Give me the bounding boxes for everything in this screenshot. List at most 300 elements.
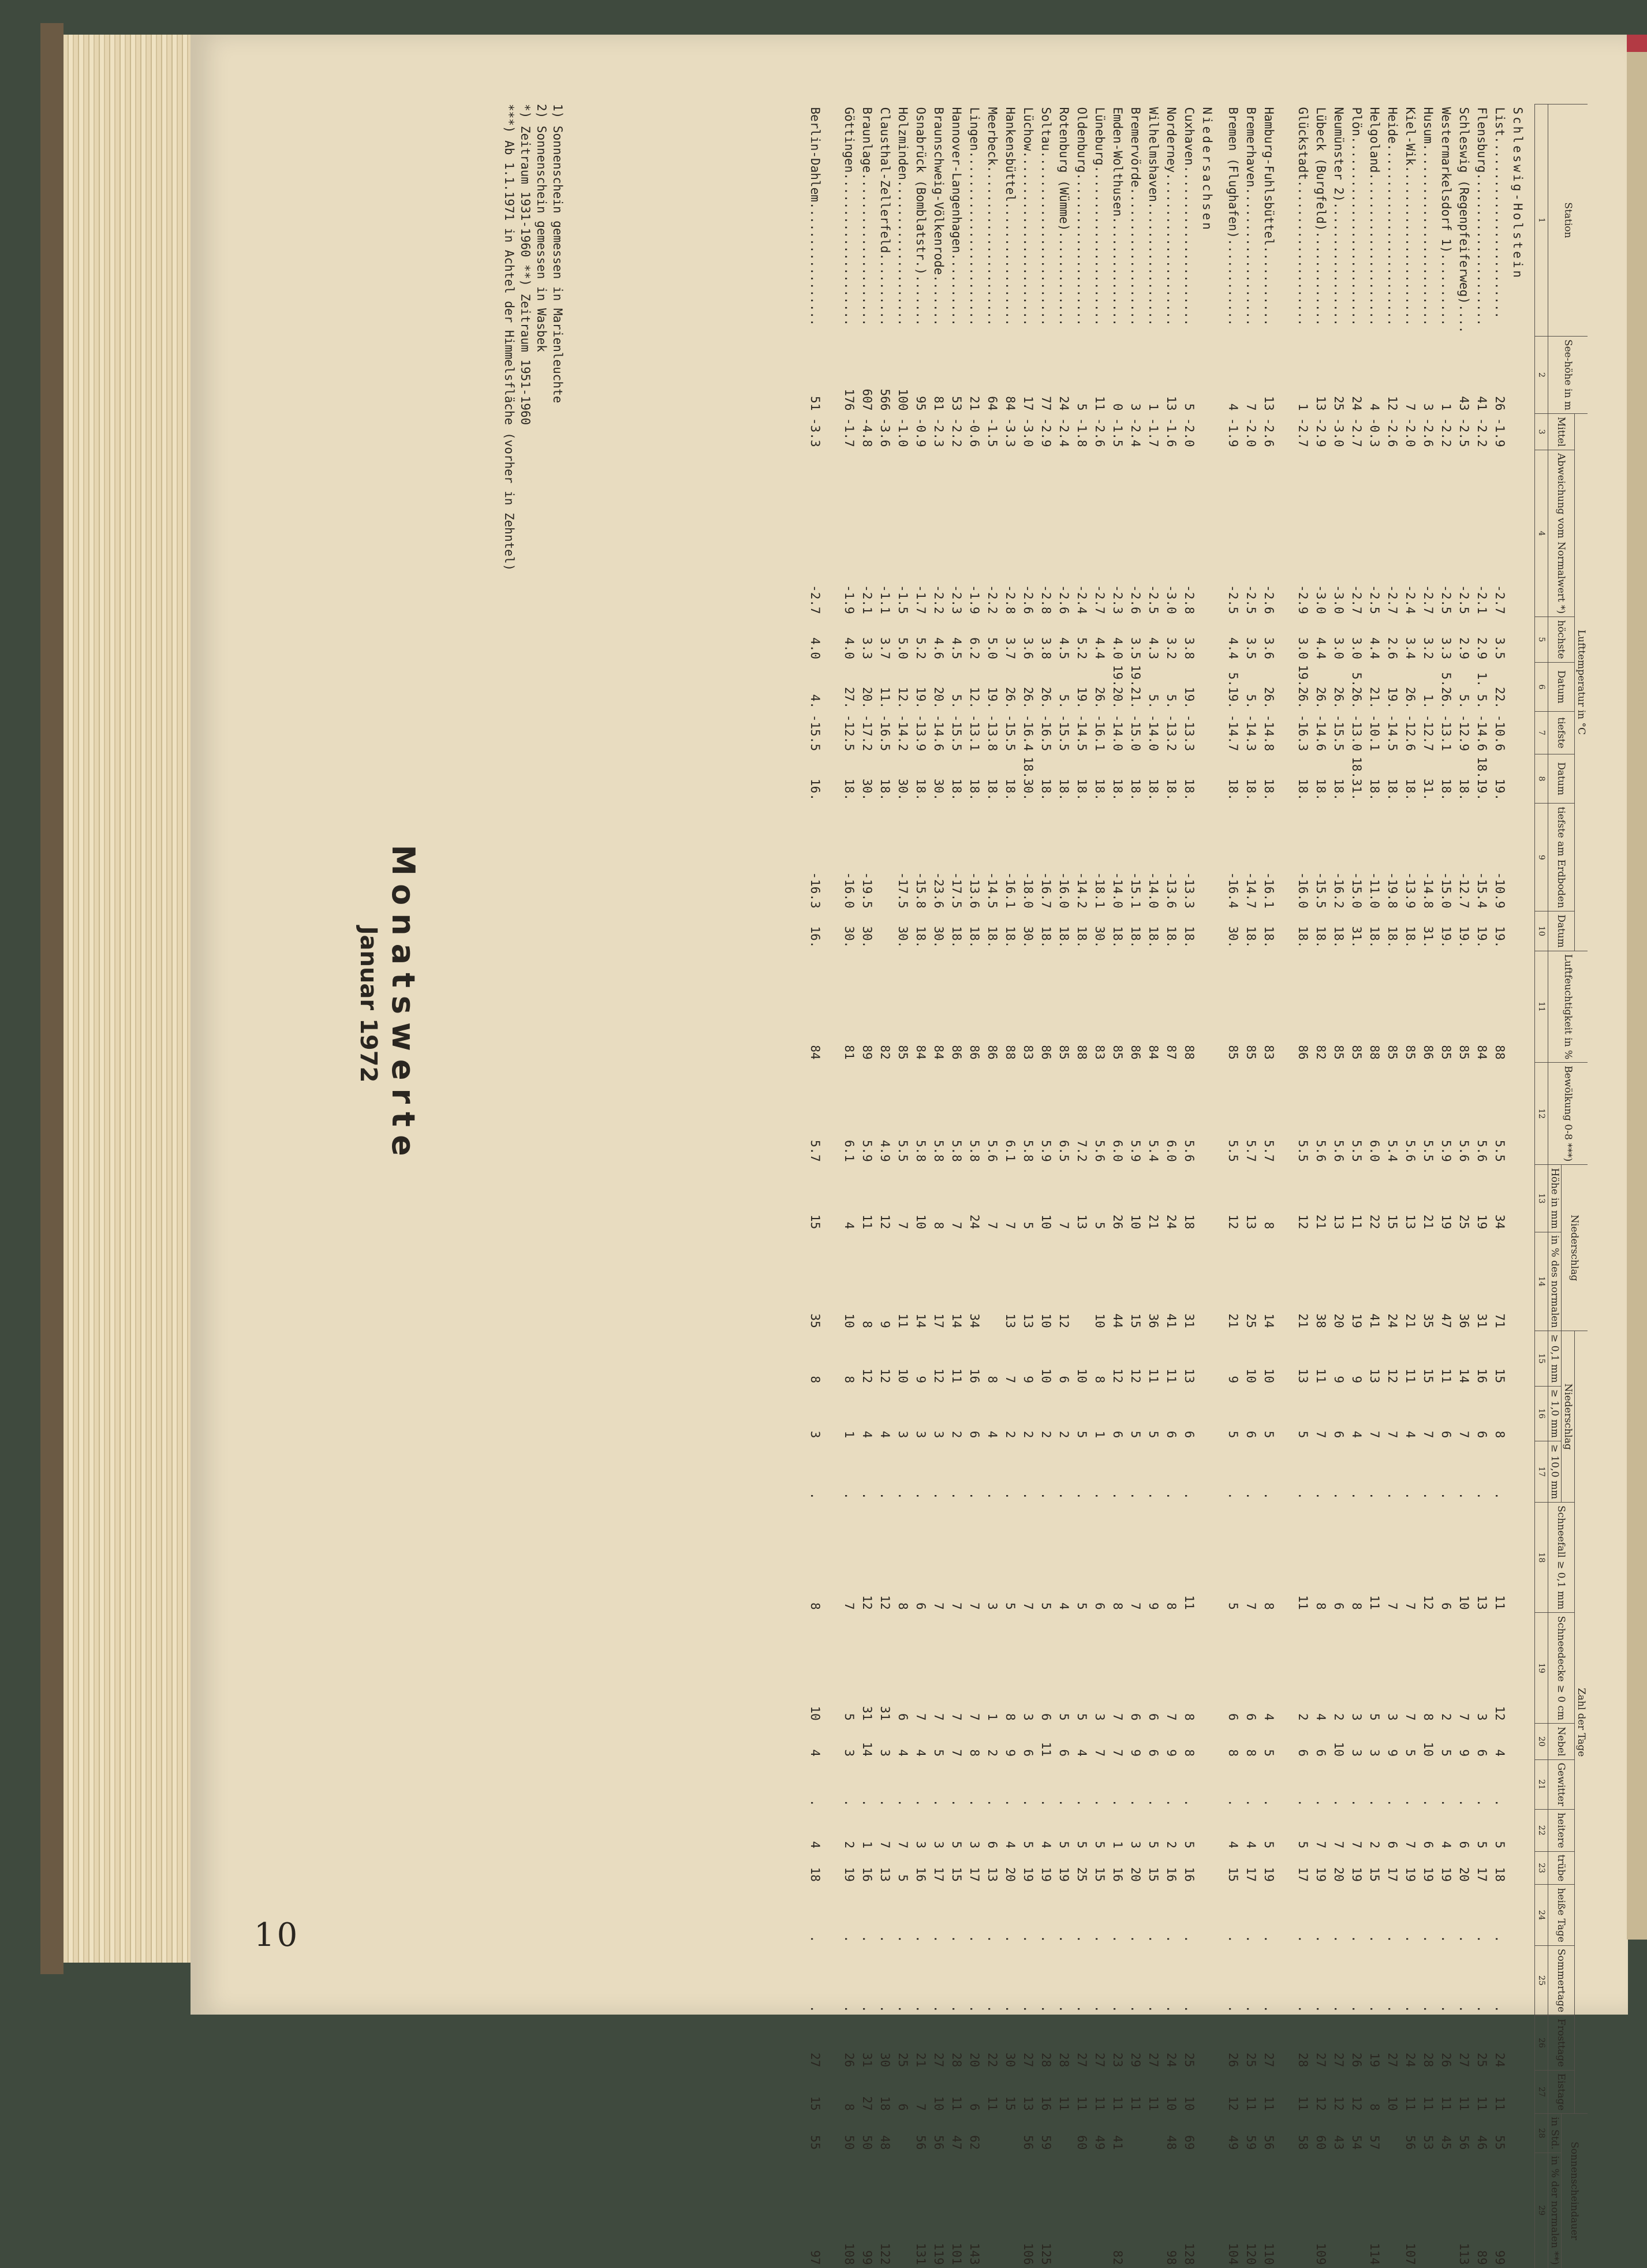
value-cell: . bbox=[1182, 1492, 1196, 1500]
value-cell: 57 bbox=[1368, 2135, 1381, 2150]
value-cell: 8 bbox=[1182, 1713, 1196, 1721]
value-cell: -1.5 bbox=[985, 417, 999, 447]
value-cell: 18. bbox=[968, 779, 981, 801]
value-cell: 56 bbox=[1021, 2135, 1035, 2150]
value-cell: . bbox=[1439, 2005, 1453, 2013]
value-cell: 31 bbox=[1182, 1313, 1196, 1328]
value-cell: -15.5 bbox=[950, 714, 963, 752]
value-cell: 6 bbox=[914, 1602, 928, 1610]
value-cell: 13 bbox=[1075, 1215, 1089, 1230]
value-cell: 5 bbox=[1296, 1841, 1310, 1849]
value-cell: . bbox=[1457, 2005, 1471, 2013]
value-cell: 120 bbox=[1244, 2243, 1258, 2265]
value-cell: . bbox=[1164, 2005, 1178, 2013]
value-cell: . bbox=[1057, 2005, 1071, 2013]
value-cell: 4 bbox=[985, 1430, 999, 1438]
value-cell: 3 bbox=[1350, 1749, 1364, 1757]
value-cell: . bbox=[1226, 1799, 1240, 1807]
value-cell: -2.5 bbox=[1226, 585, 1240, 614]
value-cell: 18. bbox=[950, 779, 963, 801]
value-cell: 7 bbox=[1314, 1430, 1328, 1438]
col-ge01-header: ≥ 0,1 mm bbox=[1548, 1331, 1562, 1386]
value-cell: 99 bbox=[1493, 2250, 1507, 2265]
value-cell: 8 bbox=[1314, 1602, 1328, 1610]
value-cell: 5.0 bbox=[896, 637, 910, 660]
value-cell: 125 bbox=[1039, 2243, 1053, 2265]
table-row bbox=[1055, 104, 1073, 2268]
value-cell: 60 bbox=[1314, 2135, 1328, 2150]
value-cell: 8 bbox=[1244, 1749, 1258, 1757]
value-cell: 18. bbox=[950, 926, 963, 948]
value-cell: . bbox=[968, 2005, 981, 2013]
value-cell: . bbox=[968, 1799, 981, 1807]
value-cell: 5 bbox=[1075, 1713, 1089, 1721]
value-cell: -2.6 bbox=[1385, 417, 1399, 447]
value-cell: -16.1 bbox=[1262, 872, 1276, 909]
value-cell: 6 bbox=[1129, 1713, 1142, 1721]
value-cell: -2.1 bbox=[860, 585, 874, 614]
value-cell: 3 bbox=[985, 1602, 999, 1610]
value-cell: . bbox=[1296, 1935, 1310, 1943]
value-cell: -2.7 bbox=[1093, 585, 1107, 614]
value-cell: 12 bbox=[1385, 1368, 1399, 1384]
column-number: 6 bbox=[1535, 662, 1548, 712]
value-cell: 86 bbox=[1039, 1045, 1053, 1060]
value-cell: 11 bbox=[1493, 1595, 1507, 1610]
value-cell: 18. bbox=[985, 926, 999, 948]
value-cell: -14.2 bbox=[1075, 872, 1089, 909]
value-cell: . bbox=[1314, 1492, 1328, 1500]
value-cell: 85 bbox=[1057, 1045, 1071, 1060]
value-cell: 18. bbox=[1111, 779, 1125, 801]
col-luftfeuchtigkeit-header: Luftfeuchtigkeit in % bbox=[1548, 951, 1588, 1062]
value-cell: 20 bbox=[968, 2052, 981, 2068]
value-cell: 3 bbox=[932, 1430, 946, 1438]
value-cell: 19 bbox=[842, 1867, 856, 1882]
value-cell: 7 bbox=[932, 1713, 946, 1721]
value-cell: 1 bbox=[1093, 1430, 1107, 1438]
value-cell: 85 bbox=[1385, 1045, 1399, 1060]
value-cell: 5.8 bbox=[1021, 1139, 1035, 1162]
value-cell: 18. bbox=[1314, 779, 1328, 801]
value-cell: -1.6 bbox=[1164, 417, 1178, 447]
value-cell: 18. bbox=[1368, 926, 1381, 948]
table-row bbox=[1224, 104, 1242, 2268]
value-cell: -2.1 bbox=[1475, 585, 1489, 614]
value-cell: 18. bbox=[1385, 779, 1399, 801]
value-cell: 3.5 bbox=[1129, 637, 1142, 660]
value-cell: . bbox=[1403, 1492, 1417, 1500]
station-name-cell: Braunschweig-Völkenrode....... bbox=[932, 107, 946, 326]
value-cell: 5 bbox=[1296, 1430, 1310, 1438]
value-cell: 7 bbox=[1403, 1713, 1417, 1721]
value-cell: 8 bbox=[1421, 1713, 1435, 1721]
value-cell: 69 bbox=[1182, 2135, 1196, 2150]
value-cell: 4 bbox=[1493, 1749, 1507, 1757]
value-cell: 18. bbox=[985, 779, 999, 801]
value-cell: 6.1 bbox=[1003, 1139, 1017, 1162]
value-cell: 23 bbox=[1111, 2052, 1125, 2068]
value-cell: 59 bbox=[1039, 2135, 1053, 2150]
value-cell: -13.3 bbox=[1182, 714, 1196, 752]
value-cell: 20 bbox=[1332, 1867, 1346, 1882]
value-cell: 8 bbox=[808, 1602, 822, 1610]
value-cell: . bbox=[914, 1935, 928, 1943]
value-cell: 3 bbox=[842, 1749, 856, 1757]
value-cell: -2.6 bbox=[1021, 585, 1035, 614]
value-cell: 12 bbox=[1350, 2096, 1364, 2111]
table-row bbox=[1242, 104, 1260, 2268]
group-name bbox=[824, 104, 840, 2268]
table-row bbox=[876, 104, 894, 2268]
value-cell: . bbox=[842, 1492, 856, 1500]
value-cell: -0.3 bbox=[1368, 417, 1381, 447]
value-cell: . bbox=[1475, 1492, 1489, 1500]
value-cell: -2.9 bbox=[1314, 417, 1328, 447]
value-cell: 98 bbox=[1164, 2250, 1178, 2265]
value-cell: 4 bbox=[1314, 1713, 1328, 1721]
value-cell: 12 bbox=[1226, 1215, 1240, 1230]
value-cell: 11 bbox=[1475, 2096, 1489, 2111]
value-cell: 9 bbox=[1146, 1602, 1160, 1610]
value-cell: 31 bbox=[1475, 1313, 1489, 1328]
value-cell: 5.4 bbox=[1385, 1139, 1399, 1162]
value-cell: 27. bbox=[842, 686, 856, 709]
value-cell: 2 bbox=[842, 1841, 856, 1849]
col-schneedecke-header: Schneedecke ≥ 0 cm bbox=[1548, 1613, 1575, 1724]
value-cell: -3.0 bbox=[1164, 585, 1178, 614]
value-cell: 53 bbox=[1421, 2135, 1435, 2150]
station-name-cell: List......................... bbox=[1493, 107, 1507, 319]
station-name-cell: Holzminden.................... bbox=[896, 107, 910, 326]
value-cell: 5 bbox=[1182, 403, 1196, 411]
value-cell: 4. bbox=[808, 694, 822, 709]
value-cell: 18. bbox=[1296, 926, 1310, 948]
value-cell: 86 bbox=[950, 1045, 963, 1060]
value-cell: 3 bbox=[896, 1430, 910, 1438]
col-ge10-header: ≥ 1,0 mm bbox=[1548, 1386, 1562, 1441]
value-cell: 17 bbox=[1475, 1867, 1489, 1882]
value-cell: -13.1 bbox=[1439, 714, 1453, 752]
value-cell: 7 bbox=[1093, 1749, 1107, 1757]
value-cell: -13.8 bbox=[985, 714, 999, 752]
col-sonne-std-header: in Std. bbox=[1548, 2114, 1562, 2153]
value-cell: 4 bbox=[860, 1430, 874, 1438]
group-header-row bbox=[1508, 104, 1535, 2268]
value-cell: 2.9 bbox=[1457, 637, 1471, 660]
value-cell: -2.6 bbox=[1093, 417, 1107, 447]
value-cell: 27 bbox=[1314, 2052, 1328, 2068]
value-cell: 11 bbox=[1039, 1742, 1053, 1757]
station-name-cell: Clausthal-Zellerfeld.......... bbox=[878, 107, 892, 326]
value-cell: . bbox=[1039, 1935, 1053, 1943]
value-cell: 86 bbox=[968, 1045, 981, 1060]
value-cell: 88 bbox=[1075, 1045, 1089, 1060]
station-name-cell: Göttingen..................... bbox=[842, 107, 856, 326]
value-cell: 10 bbox=[1457, 1595, 1471, 1610]
value-cell: -14.0 bbox=[1146, 714, 1160, 752]
value-cell: 49 bbox=[1226, 2135, 1240, 2150]
value-cell: 19 bbox=[1021, 1867, 1035, 1882]
column-number-row bbox=[1535, 104, 1548, 2268]
value-cell bbox=[1055, 2153, 1073, 2267]
value-cell: -2.7 bbox=[1296, 417, 1310, 447]
value-cell: 11 bbox=[1164, 1368, 1178, 1384]
value-cell: 20 bbox=[1332, 1313, 1346, 1328]
station-name-cell: Westermarkelsdorf 1).......... bbox=[1439, 107, 1453, 326]
value-cell: 55 bbox=[808, 2135, 822, 2150]
value-cell bbox=[1144, 2153, 1162, 2267]
footnote-2: 2) Sonnenschein gemessen in Wasbek bbox=[535, 104, 548, 352]
value-cell: 26. bbox=[1403, 686, 1417, 709]
value-cell: 59 bbox=[1244, 2135, 1258, 2150]
value-cell: -14.7 bbox=[1226, 714, 1240, 752]
value-cell: 30 bbox=[878, 2052, 892, 2068]
value-cell: 27 bbox=[808, 2052, 822, 2068]
station-name-cell: Lingen........................ bbox=[968, 107, 981, 326]
value-cell: 8 bbox=[842, 1376, 856, 1384]
value-cell: 12 bbox=[1129, 1368, 1142, 1384]
column-number: 3 bbox=[1535, 413, 1548, 450]
value-cell: 35 bbox=[808, 1313, 822, 1328]
value-cell: 19 bbox=[1439, 1867, 1453, 1882]
value-cell: -15.1 bbox=[1129, 872, 1142, 909]
value-cell: -14.3 bbox=[1244, 714, 1258, 752]
value-cell: 21 bbox=[1403, 1313, 1417, 1328]
value-cell: 18. bbox=[1075, 779, 1089, 801]
value-cell: 22. bbox=[1493, 686, 1507, 709]
value-cell: 84 bbox=[808, 1045, 822, 1060]
col-gewitter-header: Gewitter bbox=[1548, 1759, 1575, 1809]
value-cell: 11 bbox=[1111, 2096, 1125, 2111]
value-cell: 5.5 bbox=[896, 1139, 910, 1162]
value-cell: 31 bbox=[878, 1706, 892, 1721]
station-name-cell: Bremerhaven................... bbox=[1244, 107, 1258, 326]
value-cell: . bbox=[1093, 1492, 1107, 1500]
value-cell: -16.3 bbox=[808, 872, 822, 909]
value-cell: 14 bbox=[914, 1313, 928, 1328]
value-cell: 4.4 bbox=[1368, 637, 1381, 660]
value-cell bbox=[983, 1232, 1001, 1331]
value-cell: 27 bbox=[1262, 2052, 1276, 2068]
value-cell: 10 bbox=[1093, 1313, 1107, 1328]
value-cell: . bbox=[1457, 1492, 1471, 1500]
value-cell: . bbox=[1129, 1799, 1142, 1807]
value-cell: 24 bbox=[1493, 2052, 1507, 2068]
value-cell: 8 bbox=[1350, 1602, 1364, 1610]
column-number: 23 bbox=[1535, 1851, 1548, 1885]
value-cell: . bbox=[1493, 1492, 1507, 1500]
value-cell: 41 bbox=[1111, 2135, 1125, 2150]
value-cell: . bbox=[1385, 1935, 1399, 1943]
value-cell: 18. bbox=[1403, 926, 1417, 948]
station-name-cell: Emden-Wolthusen............... bbox=[1111, 107, 1125, 326]
value-cell: . bbox=[1057, 1799, 1071, 1807]
table-row bbox=[1437, 104, 1455, 2268]
value-cell: 15 bbox=[1129, 1313, 1142, 1328]
value-cell: 88 bbox=[1493, 1045, 1507, 1060]
table-row bbox=[965, 104, 983, 2268]
value-cell: 27 bbox=[1385, 2052, 1399, 2068]
value-cell: 13 bbox=[1244, 1215, 1258, 1230]
value-cell: 107 bbox=[1403, 2243, 1417, 2265]
value-cell bbox=[1383, 2153, 1401, 2267]
value-cell: -1.9 bbox=[968, 585, 981, 614]
value-cell bbox=[1055, 2114, 1073, 2153]
value-cell: . bbox=[860, 1935, 874, 1943]
value-cell: . bbox=[1093, 2005, 1107, 2013]
value-cell: . bbox=[1368, 2005, 1381, 2013]
value-cell: . bbox=[1403, 2005, 1417, 2013]
value-cell: 36 bbox=[1457, 1313, 1471, 1328]
value-cell: 5.0 bbox=[985, 637, 999, 660]
value-cell: 5 bbox=[1057, 1713, 1071, 1721]
value-cell: 7 bbox=[842, 1602, 856, 1610]
value-cell: 8 bbox=[1262, 1221, 1276, 1230]
value-cell: 12 bbox=[1314, 2096, 1328, 2111]
value-cell: 11 bbox=[1403, 2096, 1417, 2111]
value-cell: 54 bbox=[1350, 2135, 1364, 2150]
value-cell: 3.8 bbox=[1039, 637, 1053, 660]
value-cell: -19.5 bbox=[860, 872, 874, 909]
value-cell: 15 bbox=[1226, 1867, 1240, 1882]
value-cell: 5 bbox=[1262, 1841, 1276, 1849]
value-cell: 9 bbox=[1350, 1376, 1364, 1384]
value-cell: 4 bbox=[1262, 1713, 1276, 1721]
value-cell: -3.0 bbox=[1314, 585, 1328, 614]
value-cell: 84 bbox=[1003, 396, 1017, 411]
value-cell: 28 bbox=[1421, 2052, 1435, 2068]
value-cell: 7 bbox=[1403, 403, 1417, 411]
value-cell: -16.5 bbox=[878, 714, 892, 752]
value-cell: -13.9 bbox=[1403, 872, 1417, 909]
value-cell: -2.7 bbox=[1350, 585, 1364, 614]
value-cell: 18. bbox=[1314, 926, 1328, 948]
value-cell: 6 bbox=[1021, 1749, 1035, 1757]
value-cell: . bbox=[932, 1799, 946, 1807]
value-cell: . bbox=[1146, 1799, 1160, 1807]
table-row bbox=[1162, 104, 1180, 2268]
value-cell: -1.7 bbox=[914, 585, 928, 614]
value-cell: 9 bbox=[1129, 1749, 1142, 1757]
value-cell: -16.1 bbox=[1093, 714, 1107, 752]
value-cell: 10 bbox=[842, 1313, 856, 1328]
value-cell: 7 bbox=[1457, 1430, 1471, 1438]
value-cell: 3.3 bbox=[1439, 637, 1453, 660]
value-cell: . bbox=[1296, 2005, 1310, 2013]
value-cell: . bbox=[1226, 2005, 1240, 2013]
value-cell: 10 bbox=[1385, 2096, 1399, 2111]
value-cell: 2 bbox=[1439, 1713, 1453, 1721]
value-cell: 5 bbox=[1129, 1430, 1142, 1438]
value-cell: 8 bbox=[1093, 1376, 1107, 1384]
value-cell: -2.2 bbox=[1475, 417, 1489, 447]
value-cell: 8 bbox=[1493, 1430, 1507, 1438]
value-cell: 18. bbox=[1332, 779, 1346, 801]
value-cell: 18. bbox=[842, 779, 856, 801]
value-cell: . bbox=[1439, 1799, 1453, 1807]
table-row bbox=[912, 104, 929, 2268]
value-cell: 13 bbox=[1314, 396, 1328, 411]
value-cell: . bbox=[1164, 1935, 1178, 1943]
value-cell: -2.0 bbox=[1182, 417, 1196, 447]
value-cell: 18. bbox=[1182, 779, 1196, 801]
table-row bbox=[1401, 104, 1419, 2268]
value-cell: 4 bbox=[1226, 1841, 1240, 1849]
value-cell: -17.5 bbox=[950, 872, 963, 909]
value-cell: -1.9 bbox=[842, 585, 856, 614]
value-cell: 21 bbox=[1314, 1215, 1328, 1230]
value-cell: 21 bbox=[1146, 1215, 1160, 1230]
value-cell: 3 bbox=[1385, 1713, 1399, 1721]
value-cell: 19. bbox=[1182, 686, 1196, 709]
value-cell: 5 bbox=[1475, 1841, 1489, 1849]
value-cell: 2.9 bbox=[1475, 637, 1489, 660]
value-cell: 19 bbox=[1350, 1313, 1364, 1328]
value-cell: 19 bbox=[1368, 2052, 1381, 2068]
col-datum-2-header: Datum bbox=[1548, 754, 1575, 804]
value-cell: 3.5 bbox=[1493, 637, 1507, 660]
value-cell: 3.4 bbox=[1403, 637, 1417, 660]
value-cell: 9 bbox=[1226, 1376, 1240, 1384]
value-cell: 19 bbox=[1057, 1867, 1071, 1882]
value-cell: 5.4 bbox=[1146, 1139, 1160, 1162]
value-cell: 6 bbox=[968, 1430, 981, 1438]
col-tiefste-erdboden-header: tiefste am Erdboden bbox=[1548, 804, 1575, 911]
value-cell: -2.8 bbox=[1003, 585, 1017, 614]
value-cell: . bbox=[1244, 2005, 1258, 2013]
value-cell: . bbox=[1314, 1799, 1328, 1807]
value-cell: 8 bbox=[1111, 1602, 1125, 1610]
value-cell: 15 bbox=[1493, 1368, 1507, 1384]
value-cell: 5.6 bbox=[1314, 1139, 1328, 1162]
value-cell: 9 bbox=[1332, 1376, 1346, 1384]
value-cell: 19 bbox=[1475, 1215, 1489, 1230]
value-cell: 10 bbox=[1421, 1742, 1435, 1757]
value-cell: 10 bbox=[1039, 1215, 1053, 1230]
value-cell: . bbox=[1439, 1935, 1453, 1943]
station-name-cell: Meerbeck...................... bbox=[985, 107, 999, 326]
value-cell: 13 bbox=[1164, 396, 1178, 411]
value-cell: 7 bbox=[1021, 1602, 1035, 1610]
value-cell: 19. bbox=[1075, 686, 1089, 709]
value-cell: 4 bbox=[896, 1749, 910, 1757]
value-cell: 9 bbox=[1457, 1749, 1471, 1757]
value-cell: 6 bbox=[1057, 1376, 1071, 1384]
value-cell: . bbox=[950, 1492, 963, 1500]
value-cell: . bbox=[1111, 1799, 1125, 1807]
value-cell: 5.6 bbox=[1093, 1139, 1107, 1162]
value-cell: -2.4 bbox=[1057, 417, 1071, 447]
value-cell: 11 bbox=[1457, 2096, 1471, 2111]
value-cell: 1 bbox=[842, 1430, 856, 1438]
value-cell: 55 bbox=[1493, 2135, 1507, 2150]
value-cell: 5.6 bbox=[1403, 1139, 1417, 1162]
value-cell: 15 bbox=[1093, 1867, 1107, 1882]
col-station-header: Station bbox=[1548, 104, 1588, 337]
value-cell: . bbox=[1439, 1492, 1453, 1500]
value-cell: 7 bbox=[1385, 1602, 1399, 1610]
value-cell: . bbox=[1039, 1799, 1053, 1807]
value-cell: -2.2 bbox=[985, 585, 999, 614]
column-number: 4 bbox=[1535, 450, 1548, 616]
station-name-cell: Kiel-Wik...................... bbox=[1403, 107, 1417, 326]
value-cell bbox=[876, 911, 894, 951]
value-cell: 6 bbox=[1296, 1749, 1310, 1757]
value-cell: -12.6 bbox=[1403, 714, 1417, 752]
col-eistage-header: Eistage bbox=[1548, 2070, 1575, 2113]
value-cell: -15.5 bbox=[808, 714, 822, 752]
